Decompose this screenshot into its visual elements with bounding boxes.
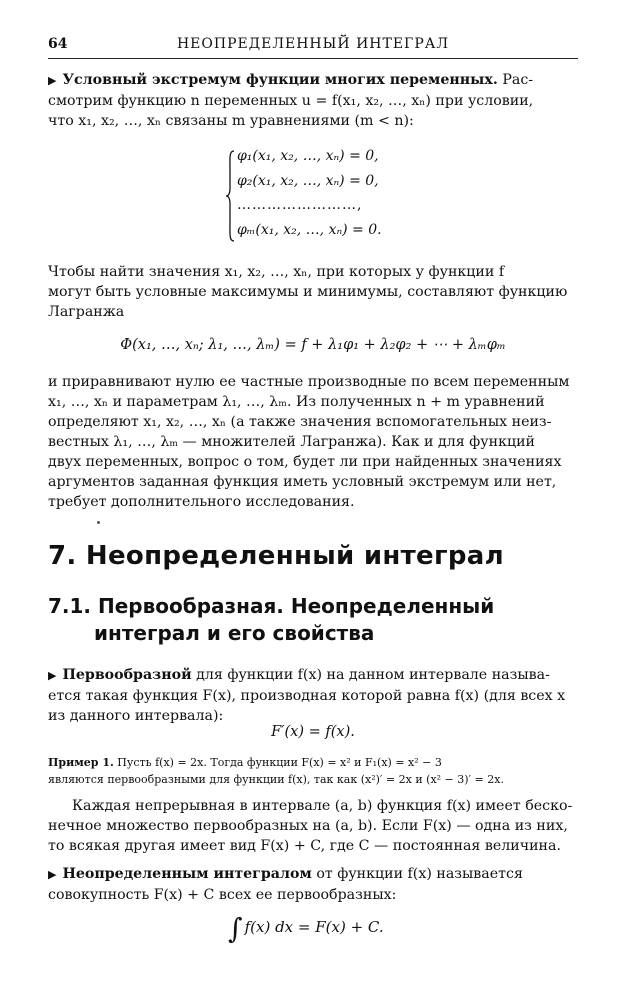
system-ellipsis: ……………………, [237, 197, 363, 213]
triangle-marker-icon: ▶ [48, 868, 57, 881]
para4-line-2: нечное множество первообразных на (a, b). Если F(x) — одна из них, [48, 818, 568, 834]
integral-body: f(x) dx = F(x) + C. [244, 918, 384, 936]
system-eq-1: φ₁(x₁, x₂, …, xₙ) = 0, [237, 148, 379, 164]
para3-line-2: x₁, …, xₙ и параметрам λ₁, …, λₘ. Из полученных n + m уравнений [48, 394, 545, 410]
derivative-formula: F′(x) = f(x). [271, 724, 355, 740]
para4-line-1: Каждая непрерывная в интервале (a, b) функция f(x) имеет беско- [72, 798, 573, 814]
triangle-marker-icon: ▶ [48, 74, 57, 87]
para3-line-7: требует дополнительного исследования. [48, 494, 355, 510]
example-line-1 [48, 754, 578, 771]
system-eq-2: φ₂(x₁, x₂, …, xₙ) = 0, [237, 173, 379, 189]
indef-term: Неопределенным интегралом [62, 866, 312, 882]
example-line1-rest: Пусть f(x) = 2x. Тогда функции F(x) = x² и F₁(x) = x² − 3 [117, 756, 442, 769]
cond-line1-rest: Рас- [502, 72, 534, 88]
para3-line-4: вестных λ₁, …, λₘ — множителей Лагранжа). Как и для функций [48, 434, 535, 450]
triangle-marker-icon: ▶ [48, 669, 57, 682]
cond-line-1 [48, 70, 578, 91]
running-header [48, 36, 578, 59]
cond-heading: Условный экстремум функции многих переменных. [62, 72, 498, 88]
primitive-line-2: ется такая функция F(x), производная которой равна f(x) (для всех x [48, 688, 566, 704]
example-1 [48, 754, 578, 788]
lagrange-function-formula: Φ(x₁, …, xₙ; λ₁, …, λₘ) = f + λ₁φ₁ + λ₂φ₂ + ⋯ + λₘφₘ [120, 337, 506, 353]
primitive-line1-rest: для функции f(x) на данном интервале называ- [196, 667, 550, 683]
page-number: 64 [48, 36, 68, 52]
antiderivatives-paragraph [48, 796, 578, 856]
indef-line-2: совокупность F(x) + C всех ее первообразных: [48, 887, 397, 903]
example-line-2: являются первообразными для функции f(x), так как (x²)′ = 2x и (x² − 3)′ = 2x. [48, 773, 504, 786]
chapter-title: 7. Неопределенный интеграл [48, 541, 504, 571]
indef-line1-rest: от функции f(x) называется [316, 866, 523, 882]
curly-brace-icon [225, 150, 235, 242]
indefinite-integral-definition [48, 864, 578, 905]
para2-line-1: Чтобы найти значения x₁, x₂, …, xₙ, при которых у функции f [48, 264, 505, 280]
para3-line-3: определяют x₁, x₂, …, xₙ (а также значения вспомогательных неиз- [48, 414, 552, 430]
lagrange-method-paragraph [48, 372, 578, 512]
integral-sign-icon: ∫ [228, 912, 243, 945]
para2-line-3: Лагранжа [48, 304, 125, 320]
primitive-line-3: из данного интервала): [48, 708, 224, 724]
section-title-line-2: интеграл и его свойства [94, 621, 375, 645]
lagrange-intro-paragraph [48, 262, 578, 322]
cond-extremum-paragraph [48, 70, 578, 131]
para3-line-6: аргументов заданная функция иметь условный экстремум или нет, [48, 474, 557, 490]
primitive-term: Первообразной [62, 667, 192, 683]
section-title [48, 593, 494, 647]
cond-line-2: смотрим функцию n переменных u = f(x₁, x₂, …, xₙ) при условии, [48, 93, 534, 109]
equation-system [225, 148, 425, 248]
stray-dot [97, 521, 100, 524]
system-eq-m: φₘ(x₁, x₂, …, xₙ) = 0. [237, 222, 382, 238]
indef-line-1 [48, 864, 578, 885]
cond-line-3: что x₁, x₂, …, xₙ связаны m уравнениями (m < n): [48, 113, 414, 129]
primitive-line-1 [48, 665, 578, 686]
para2-line-2: могут быть условные максимумы и минимумы, составляют функцию [48, 284, 568, 300]
para3-line-1: и приравнивают нулю ее частные производные по всем переменным [48, 374, 570, 390]
running-title: НЕОПРЕДЕЛЕННЫЙ ИНТЕГРАЛ [176, 36, 450, 52]
para3-line-5: двух переменных, вопрос о том, будет ли при найденных значениях [48, 454, 562, 470]
primitive-definition [48, 665, 578, 726]
integral-formula [228, 912, 384, 945]
example-label: Пример 1. [48, 756, 114, 769]
para4-line-3: то всякая другая имеет вид F(x) + C, где C — постоянная величина. [48, 838, 561, 854]
section-title-line-1: 7.1. Первообразная. Неопределенный [48, 594, 495, 618]
